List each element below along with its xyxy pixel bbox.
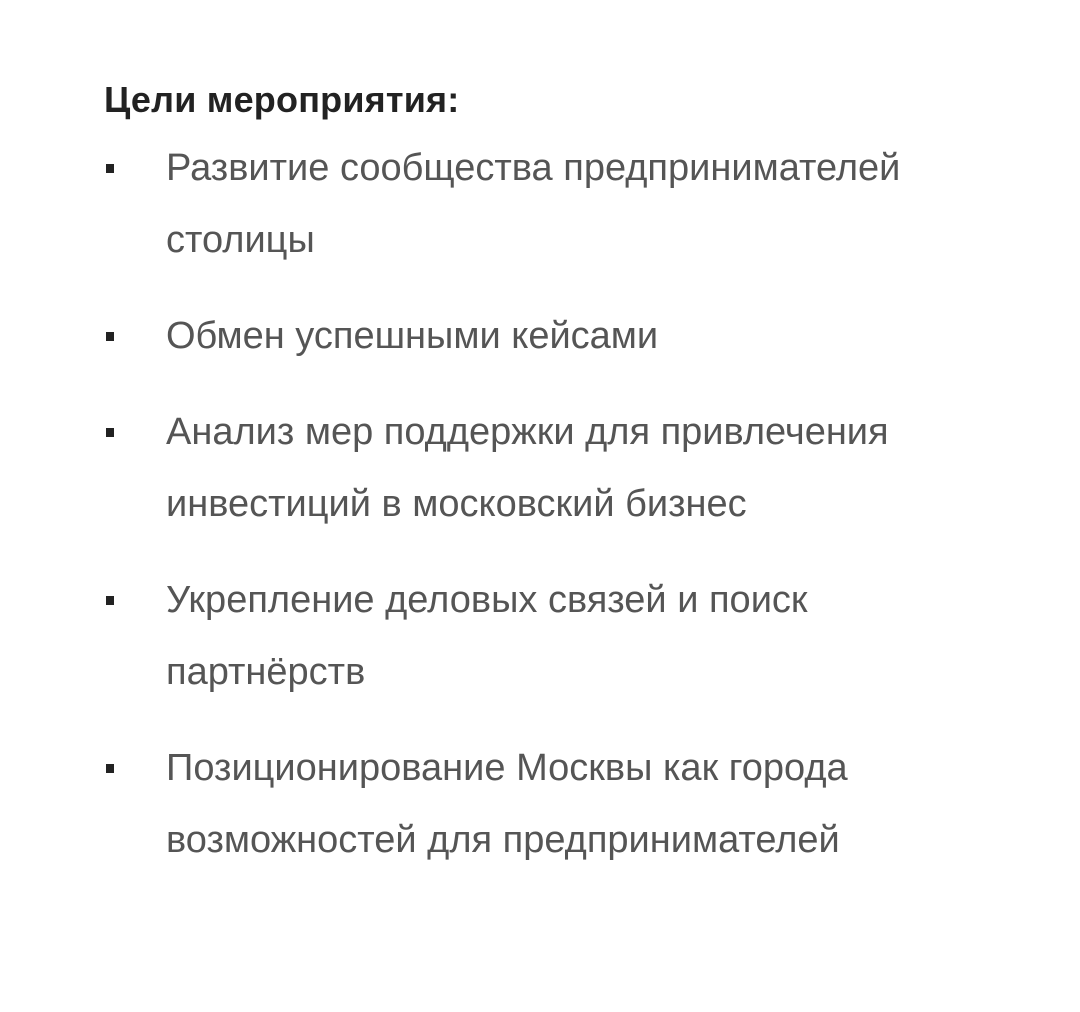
goal-text: Анализ мер поддержки для привлечения инвестиций в московский бизнес <box>166 411 889 525</box>
square-bullet-icon <box>106 164 114 173</box>
section-heading: Цели мероприятия: <box>104 79 460 120</box>
square-bullet-icon <box>106 764 114 773</box>
square-bullet-icon <box>106 596 114 605</box>
event-goals-section <box>104 74 1004 876</box>
square-bullet-icon <box>106 332 114 341</box>
goal-text: Укрепление деловых связей и поиск партнёрств <box>166 579 808 693</box>
goal-text: Позиционирование Москвы как города возможностей для предпринимателей <box>166 747 848 861</box>
goals-list <box>104 132 1004 876</box>
square-bullet-icon <box>106 428 114 437</box>
goal-text: Обмен успешными кейсами <box>166 315 659 357</box>
goal-item <box>104 132 966 276</box>
goal-item <box>104 300 966 372</box>
goal-item <box>104 564 966 708</box>
goal-text: Развитие сообщества предпринимателей столицы <box>166 147 901 261</box>
goal-item <box>104 396 966 540</box>
goal-item <box>104 732 966 876</box>
